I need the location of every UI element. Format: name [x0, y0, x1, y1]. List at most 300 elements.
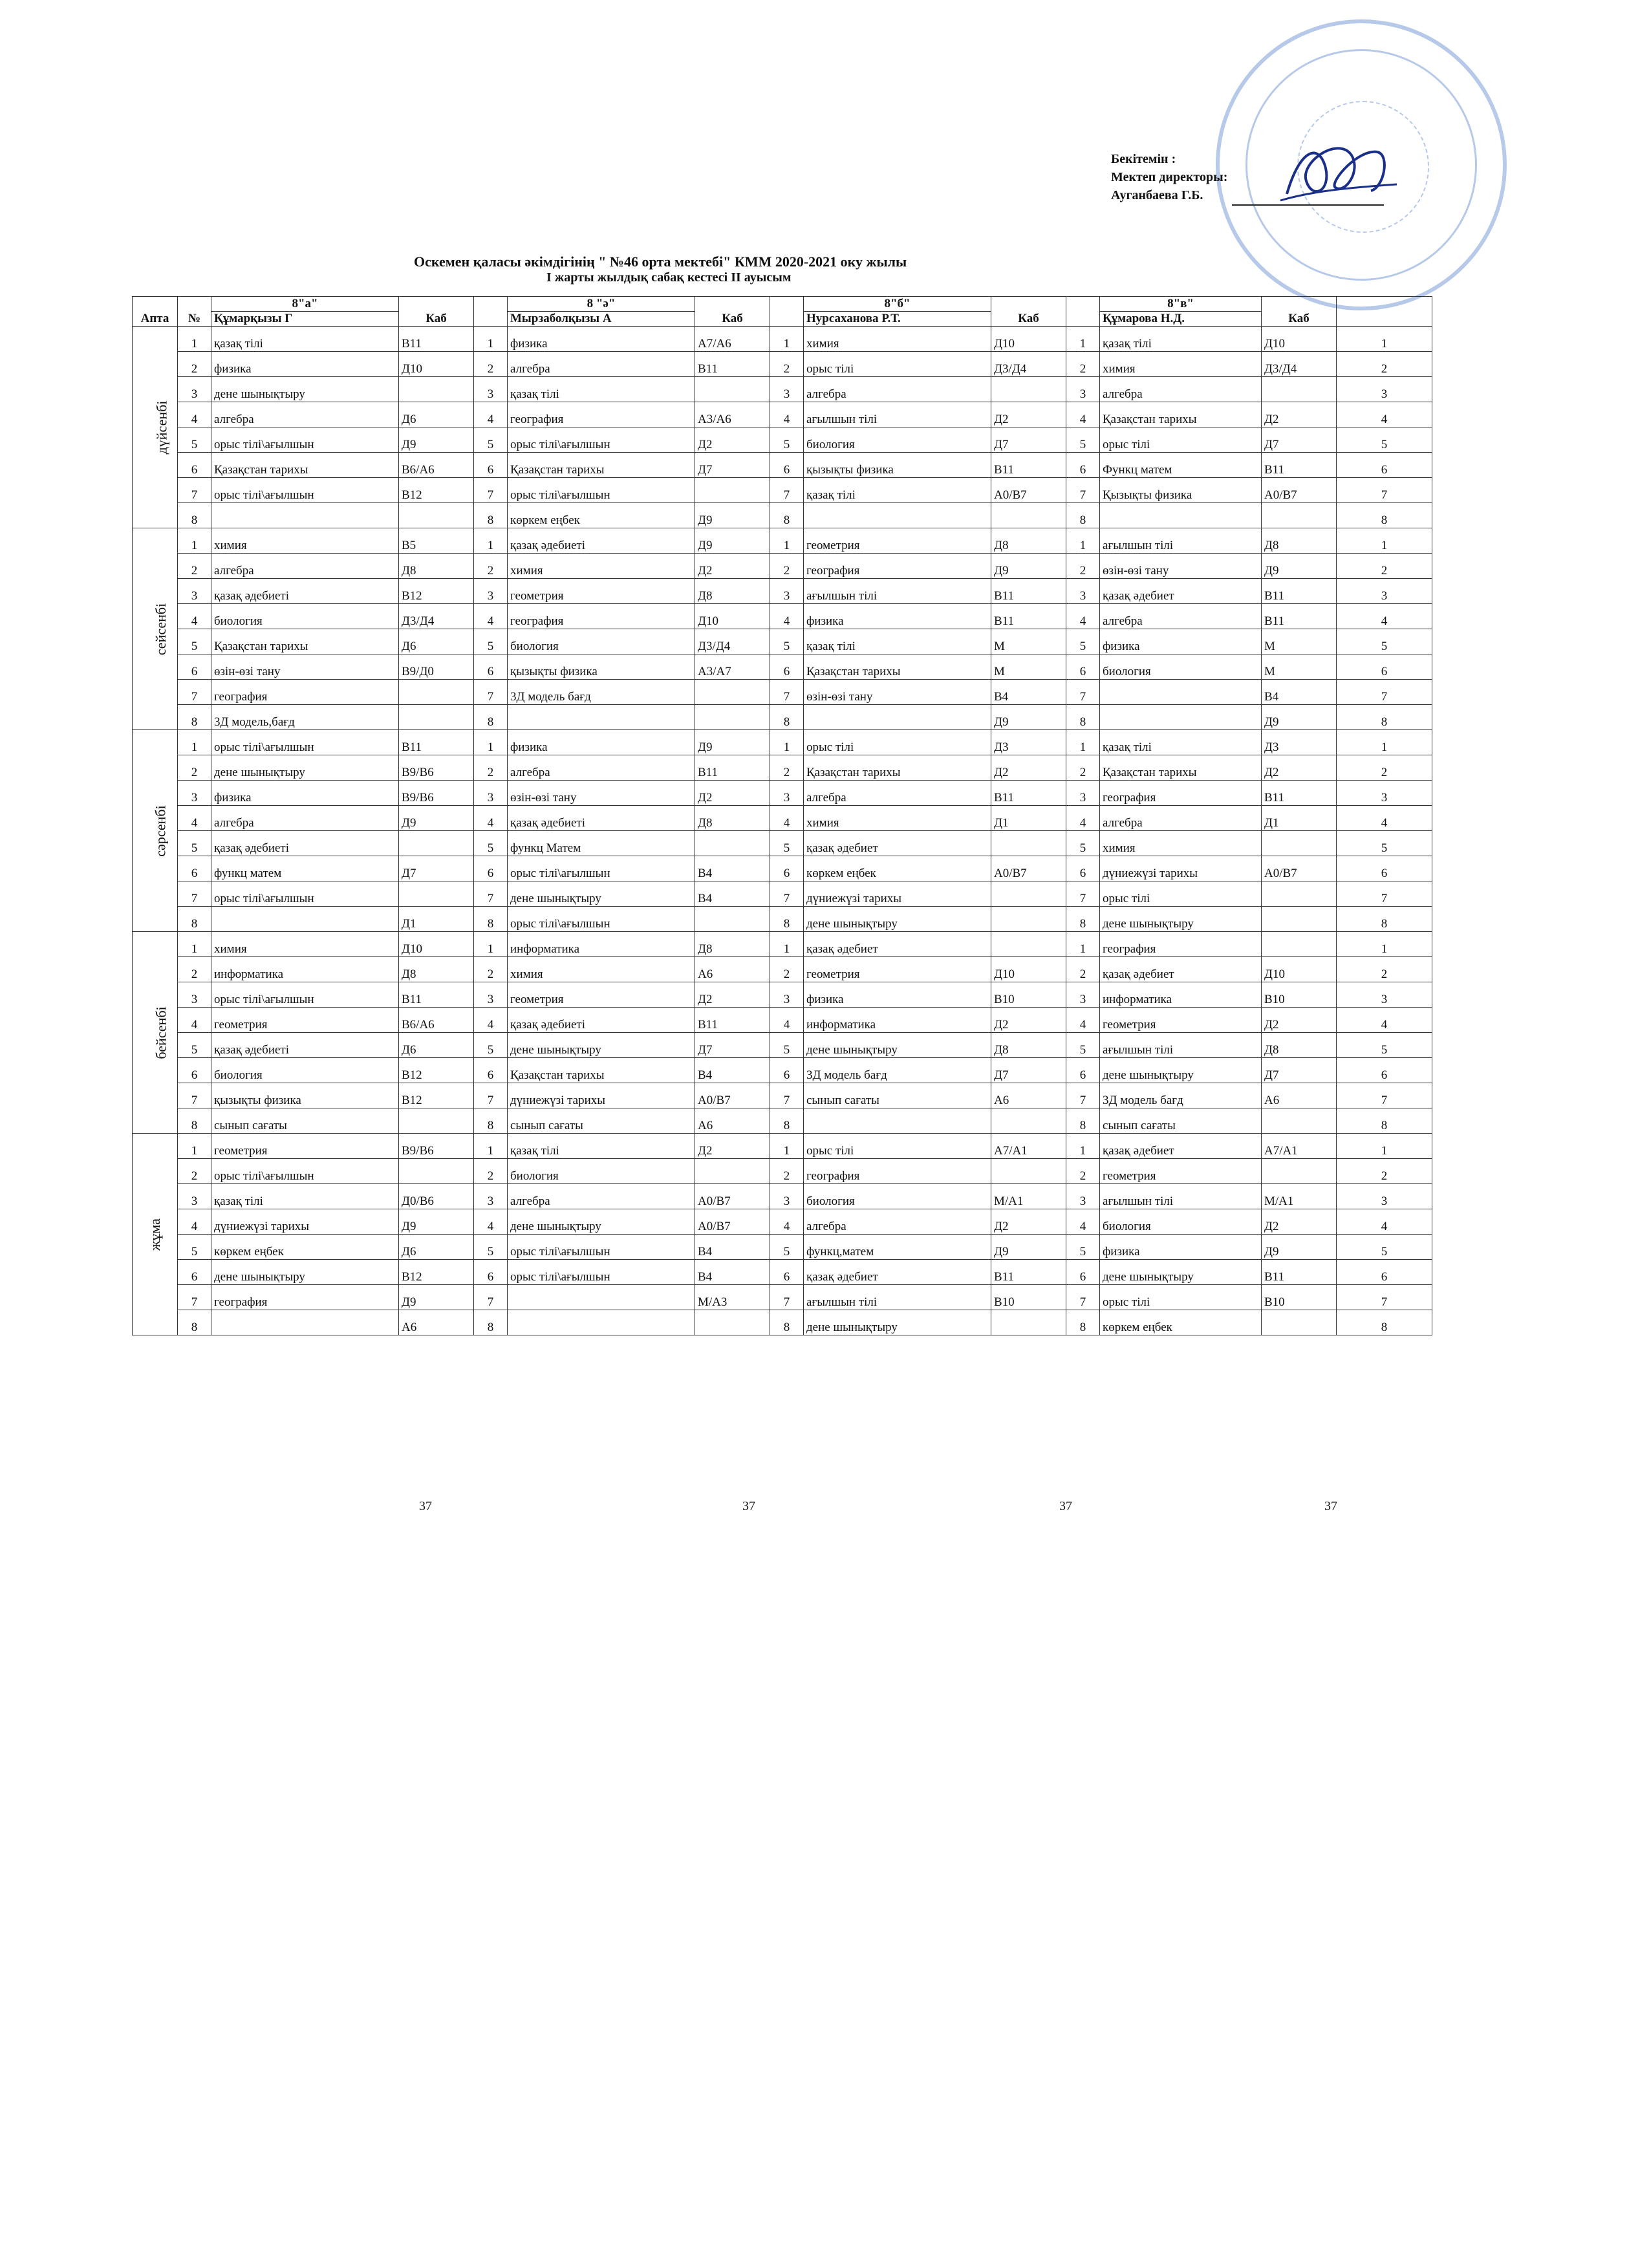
lesson-number: 3: [1337, 579, 1432, 604]
day-name: жұма: [146, 1218, 163, 1251]
cabinet-cell: Д2: [695, 982, 770, 1008]
table-row: [133, 705, 1432, 730]
cabinet-cell: [1262, 907, 1337, 932]
day-name: бейсенбі: [153, 1006, 169, 1059]
subject-cell: қазақ әдебиет: [804, 831, 991, 856]
subject-cell: [804, 705, 991, 730]
subject-cell: сынып сағаты: [804, 1083, 991, 1108]
approval-line-3: Ауганбаева Г.Б.: [1111, 188, 1203, 202]
lesson-number: 5: [1066, 1033, 1100, 1058]
subject-cell: химия: [508, 554, 695, 579]
lesson-number: 8: [178, 1310, 211, 1335]
cabinet-cell: В4: [695, 1260, 770, 1285]
day-column-header: Апта: [133, 297, 178, 327]
subject-cell: Функц матем: [1100, 453, 1262, 478]
subject-cell: орыс тілі\ағылшын: [211, 730, 399, 755]
subject-cell: қызықты физика: [804, 453, 991, 478]
cabinet-cell: [399, 705, 474, 730]
subject-cell: ағылшын тілі: [1100, 528, 1262, 554]
subject-cell: қазақ тілі: [211, 1184, 399, 1209]
cabinet-cell: Д0/В6: [399, 1184, 474, 1209]
subject-cell: орыс тілі: [804, 1134, 991, 1159]
subject-cell: дене шынықтыру: [508, 1033, 695, 1058]
lesson-number: 2: [1066, 957, 1100, 982]
class-8ae-header: 8 "ә": [508, 297, 695, 312]
table-row: [133, 680, 1432, 705]
subject-cell: көркем еңбек: [211, 1235, 399, 1260]
lesson-number: 1: [474, 932, 508, 957]
subject-cell: 3Д модель,бағд: [211, 705, 399, 730]
cabinet-cell: Д3: [991, 730, 1066, 755]
lesson-number: 5: [178, 831, 211, 856]
lesson-number: 3: [1066, 982, 1100, 1008]
subject-cell: биология: [508, 1159, 695, 1184]
subject-cell: [211, 907, 399, 932]
lesson-number: 8: [1066, 907, 1100, 932]
cabinet-cell: [991, 377, 1066, 402]
cabinet-cell: А0/В7: [1262, 856, 1337, 881]
lesson-number: 2: [1066, 352, 1100, 377]
cabinet-cell: [695, 680, 770, 705]
lesson-number: 1: [1337, 730, 1432, 755]
lesson-number: 4: [178, 1209, 211, 1235]
lesson-number: 7: [1066, 1285, 1100, 1310]
lesson-number: 5: [474, 427, 508, 453]
lesson-number: 6: [474, 453, 508, 478]
cabinet-cell: В6/А6: [399, 1008, 474, 1033]
cabinet-cell: [991, 1108, 1066, 1134]
subject-cell: Қазақстан тарихы: [1100, 755, 1262, 781]
subject-cell: геометрия: [1100, 1159, 1262, 1184]
lesson-number: 1: [178, 327, 211, 352]
lesson-number: 1: [770, 528, 804, 554]
table-row: [133, 907, 1432, 932]
cabinet-cell: [991, 503, 1066, 528]
lesson-number: 8: [1066, 1310, 1100, 1335]
table-row: [133, 1285, 1432, 1310]
table-row: [133, 982, 1432, 1008]
cabinet-cell: В9/В6: [399, 755, 474, 781]
subject-cell: функц Матем: [508, 831, 695, 856]
lesson-number: 5: [178, 629, 211, 654]
subject-cell: қазақ әдебиеті: [508, 528, 695, 554]
subject-cell: алгебра: [508, 755, 695, 781]
cabinet-cell: А0/В7: [695, 1184, 770, 1209]
subject-cell: қазақ тілі: [211, 327, 399, 352]
cabinet-cell: А7/А1: [991, 1134, 1066, 1159]
table-row: [133, 402, 1432, 427]
cabinet-cell: Д2: [991, 1209, 1066, 1235]
lesson-number: 5: [770, 1235, 804, 1260]
cabinet-cell: Д9: [695, 730, 770, 755]
cabinet-cell: Д1: [991, 806, 1066, 831]
cabinet-cell: Д8: [399, 554, 474, 579]
lesson-number: 8: [1337, 503, 1432, 528]
cabinet-cell: [991, 932, 1066, 957]
lesson-number: 3: [178, 1184, 211, 1209]
subject-cell: физика: [211, 352, 399, 377]
lesson-number: 6: [770, 1260, 804, 1285]
lesson-number: 8: [474, 907, 508, 932]
subject-cell: геометрия: [508, 579, 695, 604]
lesson-number: 6: [1337, 856, 1432, 881]
lesson-number: 8: [178, 503, 211, 528]
lesson-number: 8: [770, 705, 804, 730]
subject-cell: химия: [804, 327, 991, 352]
subject-cell: информатика: [1100, 982, 1262, 1008]
lesson-number: 3: [474, 377, 508, 402]
lesson-number: 6: [178, 654, 211, 680]
number-column-header-2: [474, 297, 508, 327]
lesson-number: 6: [770, 654, 804, 680]
cabinet-cell: Д1: [1262, 806, 1337, 831]
subject-cell: алгебра: [1100, 806, 1262, 831]
lesson-number: 2: [1337, 957, 1432, 982]
number-column-header: №: [178, 297, 211, 327]
cabinet-cell: Д3/Д4: [399, 604, 474, 629]
cabinet-cell: [1262, 503, 1337, 528]
lesson-number: 7: [770, 478, 804, 503]
subject-cell: география: [1100, 781, 1262, 806]
cabinet-cell: [1262, 1108, 1337, 1134]
cabinet-cell: В9/Д0: [399, 654, 474, 680]
lesson-number: 4: [1337, 806, 1432, 831]
cabinet-cell: А3/А7: [695, 654, 770, 680]
subject-cell: орыс тілі\ағылшын: [508, 1235, 695, 1260]
lesson-number: 4: [474, 1209, 508, 1235]
subject-cell: география: [211, 1285, 399, 1310]
cabinet-cell: Д8: [991, 1033, 1066, 1058]
cabinet-cell: Д2: [1262, 755, 1337, 781]
cabinet-cell: В12: [399, 478, 474, 503]
subject-cell: алгебра: [211, 806, 399, 831]
subject-cell: қазақ тілі: [804, 478, 991, 503]
lesson-number: 3: [178, 579, 211, 604]
subject-cell: дене шынықтыру: [508, 1209, 695, 1235]
subject-cell: химия: [1100, 831, 1262, 856]
lesson-number: 8: [770, 1108, 804, 1134]
cabinet-cell: В11: [991, 579, 1066, 604]
cabinet-cell: Д7: [991, 427, 1066, 453]
lesson-number: 6: [178, 1260, 211, 1285]
lesson-number: 1: [474, 327, 508, 352]
director-signature: [1274, 129, 1403, 220]
cabinet-cell: В9/В6: [399, 781, 474, 806]
table-row: [133, 554, 1432, 579]
subject-cell: [1100, 503, 1262, 528]
lesson-number: 6: [1066, 1260, 1100, 1285]
cabinet-cell: Д2: [695, 1134, 770, 1159]
lesson-number: 8: [1337, 1310, 1432, 1335]
subject-cell: Қазақстан тарихы: [508, 453, 695, 478]
subject-cell: физика: [804, 604, 991, 629]
table-row: [133, 1260, 1432, 1285]
lesson-number: 1: [1337, 327, 1432, 352]
lesson-number: 3: [770, 1184, 804, 1209]
subject-cell: информатика: [211, 957, 399, 982]
lesson-number: 8: [770, 1310, 804, 1335]
subject-cell: алгебра: [1100, 377, 1262, 402]
lesson-number: 6: [474, 654, 508, 680]
cabinet-cell: В11: [399, 730, 474, 755]
subject-cell: қазақ әдебиет: [804, 932, 991, 957]
subject-cell: биология: [508, 629, 695, 654]
lesson-number: 8: [1066, 705, 1100, 730]
teacher-8v: Құмарова Н.Д.: [1100, 312, 1262, 327]
lesson-number: 4: [474, 806, 508, 831]
cabinet-cell: Д7: [695, 453, 770, 478]
cabinet-cell: А7/А1: [1262, 1134, 1337, 1159]
lesson-number: 2: [770, 1159, 804, 1184]
lesson-number: 3: [1337, 982, 1432, 1008]
cabinet-cell: Д2: [991, 1008, 1066, 1033]
subject-cell: ағылшын тілі: [1100, 1184, 1262, 1209]
table-row: [133, 377, 1432, 402]
cabinet-cell: Д6: [399, 1033, 474, 1058]
header-row-classes: [133, 297, 1432, 312]
subject-cell: химия: [211, 528, 399, 554]
cabinet-cell: [1262, 831, 1337, 856]
subject-cell: алгебра: [804, 781, 991, 806]
subject-cell: көркем еңбек: [1100, 1310, 1262, 1335]
lesson-number: 5: [1066, 1235, 1100, 1260]
cabinet-cell: Д6: [399, 402, 474, 427]
subject-cell: орыс тілі: [1100, 427, 1262, 453]
table-row: [133, 1033, 1432, 1058]
cabinet-cell: Д8: [695, 579, 770, 604]
subject-cell: өзін-өзі тану: [508, 781, 695, 806]
subject-cell: қазақ тілі: [804, 629, 991, 654]
subject-cell: қазақ тілі: [508, 1134, 695, 1159]
cabinet-cell: В11: [695, 755, 770, 781]
cabinet-cell: В5: [399, 528, 474, 554]
subject-cell: алгебра: [804, 377, 991, 402]
cabinet-cell: Д9: [399, 1285, 474, 1310]
table-row: [133, 730, 1432, 755]
lesson-number: 2: [770, 554, 804, 579]
subject-cell: химия: [1100, 352, 1262, 377]
subject-cell: геометрия: [211, 1008, 399, 1033]
lesson-number: 2: [474, 957, 508, 982]
lesson-number: 6: [770, 856, 804, 881]
number-column-header-5: [1337, 297, 1432, 327]
table-row: [133, 327, 1432, 352]
subject-cell: дене шынықтыру: [508, 881, 695, 907]
subject-cell: орыс тілі\ағылшын: [211, 478, 399, 503]
lesson-number: 4: [1337, 1209, 1432, 1235]
subject-cell: геометрия: [211, 1134, 399, 1159]
lesson-number: 3: [1337, 781, 1432, 806]
subject-cell: информатика: [804, 1008, 991, 1033]
subject-cell: қазақ әдебиет: [1100, 957, 1262, 982]
subject-cell: орыс тілі\ағылшын: [211, 1159, 399, 1184]
lesson-number: 1: [1337, 1134, 1432, 1159]
teacher-8a: Құмарқызы Г: [211, 312, 399, 327]
cabinet-cell: Д2: [695, 554, 770, 579]
subject-cell: [211, 1310, 399, 1335]
lesson-number: 8: [1337, 705, 1432, 730]
lesson-number: 1: [474, 730, 508, 755]
subject-cell: география: [211, 680, 399, 705]
cabinet-cell: А3/А6: [695, 402, 770, 427]
lesson-number: 2: [1337, 755, 1432, 781]
lesson-number: 7: [474, 881, 508, 907]
lesson-number: 5: [1337, 1033, 1432, 1058]
subject-cell: [508, 1285, 695, 1310]
cabinet-cell: В4: [991, 680, 1066, 705]
lesson-number: 3: [1066, 1184, 1100, 1209]
subject-cell: ағылшын тілі: [804, 402, 991, 427]
lesson-number: 4: [770, 1008, 804, 1033]
lesson-number: 6: [178, 453, 211, 478]
lesson-number: 3: [770, 377, 804, 402]
subject-cell: геометрия: [804, 957, 991, 982]
lesson-number: 2: [1337, 554, 1432, 579]
lesson-number: 5: [1066, 629, 1100, 654]
subject-cell: орыс тілі\ағылшын: [508, 1260, 695, 1285]
lesson-number: 4: [770, 806, 804, 831]
lesson-number: 6: [1066, 1058, 1100, 1083]
subject-cell: география: [508, 604, 695, 629]
lesson-number: 6: [474, 1058, 508, 1083]
subject-cell: дүниежүзі тарихы: [508, 1083, 695, 1108]
cabinet-cell: В11: [1262, 579, 1337, 604]
cabinet-cell: А6: [1262, 1083, 1337, 1108]
subject-cell: химия: [508, 957, 695, 982]
lesson-number: 4: [474, 1008, 508, 1033]
subject-cell: орыс тілі\ағылшын: [211, 881, 399, 907]
subject-cell: 3Д модель бағд: [1100, 1083, 1262, 1108]
lesson-number: 4: [770, 1209, 804, 1235]
subject-cell: қазақ тілі: [1100, 327, 1262, 352]
lesson-number: 3: [474, 982, 508, 1008]
subject-cell: өзін-өзі тану: [804, 680, 991, 705]
cabinet-cell: Д3/Д4: [1262, 352, 1337, 377]
lesson-number: 1: [1066, 327, 1100, 352]
cabinet-cell: Д3/Д4: [991, 352, 1066, 377]
lesson-number: 1: [474, 528, 508, 554]
approval-line-1: Бекітемін :: [1111, 152, 1176, 166]
subject-cell: орыс тілі: [804, 730, 991, 755]
subject-cell: биология: [1100, 654, 1262, 680]
lesson-number: 5: [474, 629, 508, 654]
lesson-number: 8: [770, 907, 804, 932]
lesson-number: 2: [474, 352, 508, 377]
subject-cell: қазақ әдебиет: [804, 1260, 991, 1285]
lesson-number: 2: [770, 352, 804, 377]
cabinet-cell: [1262, 1159, 1337, 1184]
subject-cell: өзін-өзі тану: [1100, 554, 1262, 579]
subject-cell: орыс тілі: [804, 352, 991, 377]
lesson-number: 3: [178, 377, 211, 402]
subject-cell: дене шынықтыру: [1100, 1058, 1262, 1083]
lesson-number: 3: [178, 982, 211, 1008]
day-name: дүйсенбі: [153, 400, 170, 454]
cabinet-cell: [695, 478, 770, 503]
lesson-number: 1: [178, 1134, 211, 1159]
table-row: [133, 503, 1432, 528]
table-row: [133, 1310, 1432, 1335]
subject-cell: қазақ әдебиет: [1100, 1134, 1262, 1159]
lesson-number: 2: [474, 755, 508, 781]
cabinet-cell: Д2: [1262, 402, 1337, 427]
cabinet-cell: В12: [399, 1083, 474, 1108]
class-8b-header: 8"б": [804, 297, 991, 312]
teacher-8ae: Мырзаболқызы А: [508, 312, 695, 327]
subject-cell: функц,матем: [804, 1235, 991, 1260]
subject-cell: физика: [508, 730, 695, 755]
lesson-number: 7: [770, 680, 804, 705]
table-row: [133, 1083, 1432, 1108]
lesson-number: 7: [178, 1083, 211, 1108]
cabinet-cell: В4: [695, 1058, 770, 1083]
lesson-number: 2: [178, 554, 211, 579]
subject-cell: физика: [1100, 1235, 1262, 1260]
subject-cell: Қазақстан тарихы: [211, 629, 399, 654]
subject-cell: қазақ әдебиеті: [508, 806, 695, 831]
lesson-number: 7: [1066, 478, 1100, 503]
cabinet-cell: В11: [695, 352, 770, 377]
cabinet-cell: М/А3: [695, 1285, 770, 1310]
subject-cell: қызықты физика: [508, 654, 695, 680]
subject-cell: биология: [211, 1058, 399, 1083]
subject-cell: Қызықты физика: [1100, 478, 1262, 503]
cabinet-cell: В10: [991, 982, 1066, 1008]
cabinet-cell: В12: [399, 579, 474, 604]
cabinet-cell: Д9: [399, 1209, 474, 1235]
subject-cell: қызықты физика: [211, 1083, 399, 1108]
subject-cell: геометрия: [804, 528, 991, 554]
subject-cell: қазақ әдебиеті: [211, 579, 399, 604]
subject-cell: орыс тілі: [1100, 881, 1262, 907]
cabinet-cell: В11: [1262, 453, 1337, 478]
subject-cell: дене шынықтыру: [211, 755, 399, 781]
subject-cell: сынып сағаты: [211, 1108, 399, 1134]
number-column-header-3: [770, 297, 804, 327]
lesson-number: 8: [474, 1310, 508, 1335]
lesson-number: 6: [1337, 1058, 1432, 1083]
subject-cell: сынып сағаты: [1100, 1108, 1262, 1134]
lesson-number: 5: [178, 427, 211, 453]
subject-cell: қазақ әдебиеті: [211, 831, 399, 856]
cabinet-cell: Д2: [991, 755, 1066, 781]
subject-cell: Қазақстан тарихы: [804, 654, 991, 680]
cabinet-cell: Д9: [991, 705, 1066, 730]
subject-cell: қазақ әдебиет: [1100, 579, 1262, 604]
lesson-number: 2: [770, 755, 804, 781]
lesson-number: 1: [770, 1134, 804, 1159]
cabinet-cell: А6: [399, 1310, 474, 1335]
subject-cell: дене шынықтыру: [1100, 1260, 1262, 1285]
cabinet-cell: Д2: [695, 427, 770, 453]
lesson-number: 4: [178, 806, 211, 831]
day-label: [133, 327, 178, 528]
subject-cell: ағылшын тілі: [804, 1285, 991, 1310]
subject-cell: орыс тілі\ағылшын: [211, 427, 399, 453]
cabinet-cell: Д2: [1262, 1008, 1337, 1033]
cabinet-cell: [695, 1310, 770, 1335]
subject-cell: информатика: [508, 932, 695, 957]
subject-cell: [1100, 680, 1262, 705]
lesson-number: 5: [474, 1033, 508, 1058]
cabinet-cell: А7/А6: [695, 327, 770, 352]
page-subtitle: І жарты жылдық сабақ кестесі ІІ ауысым: [546, 270, 792, 285]
lesson-number: 2: [1337, 352, 1432, 377]
lesson-number: 3: [474, 1184, 508, 1209]
lesson-number: 2: [1066, 755, 1100, 781]
subject-cell: дене шынықтыру: [211, 1260, 399, 1285]
lesson-number: 7: [1066, 1083, 1100, 1108]
